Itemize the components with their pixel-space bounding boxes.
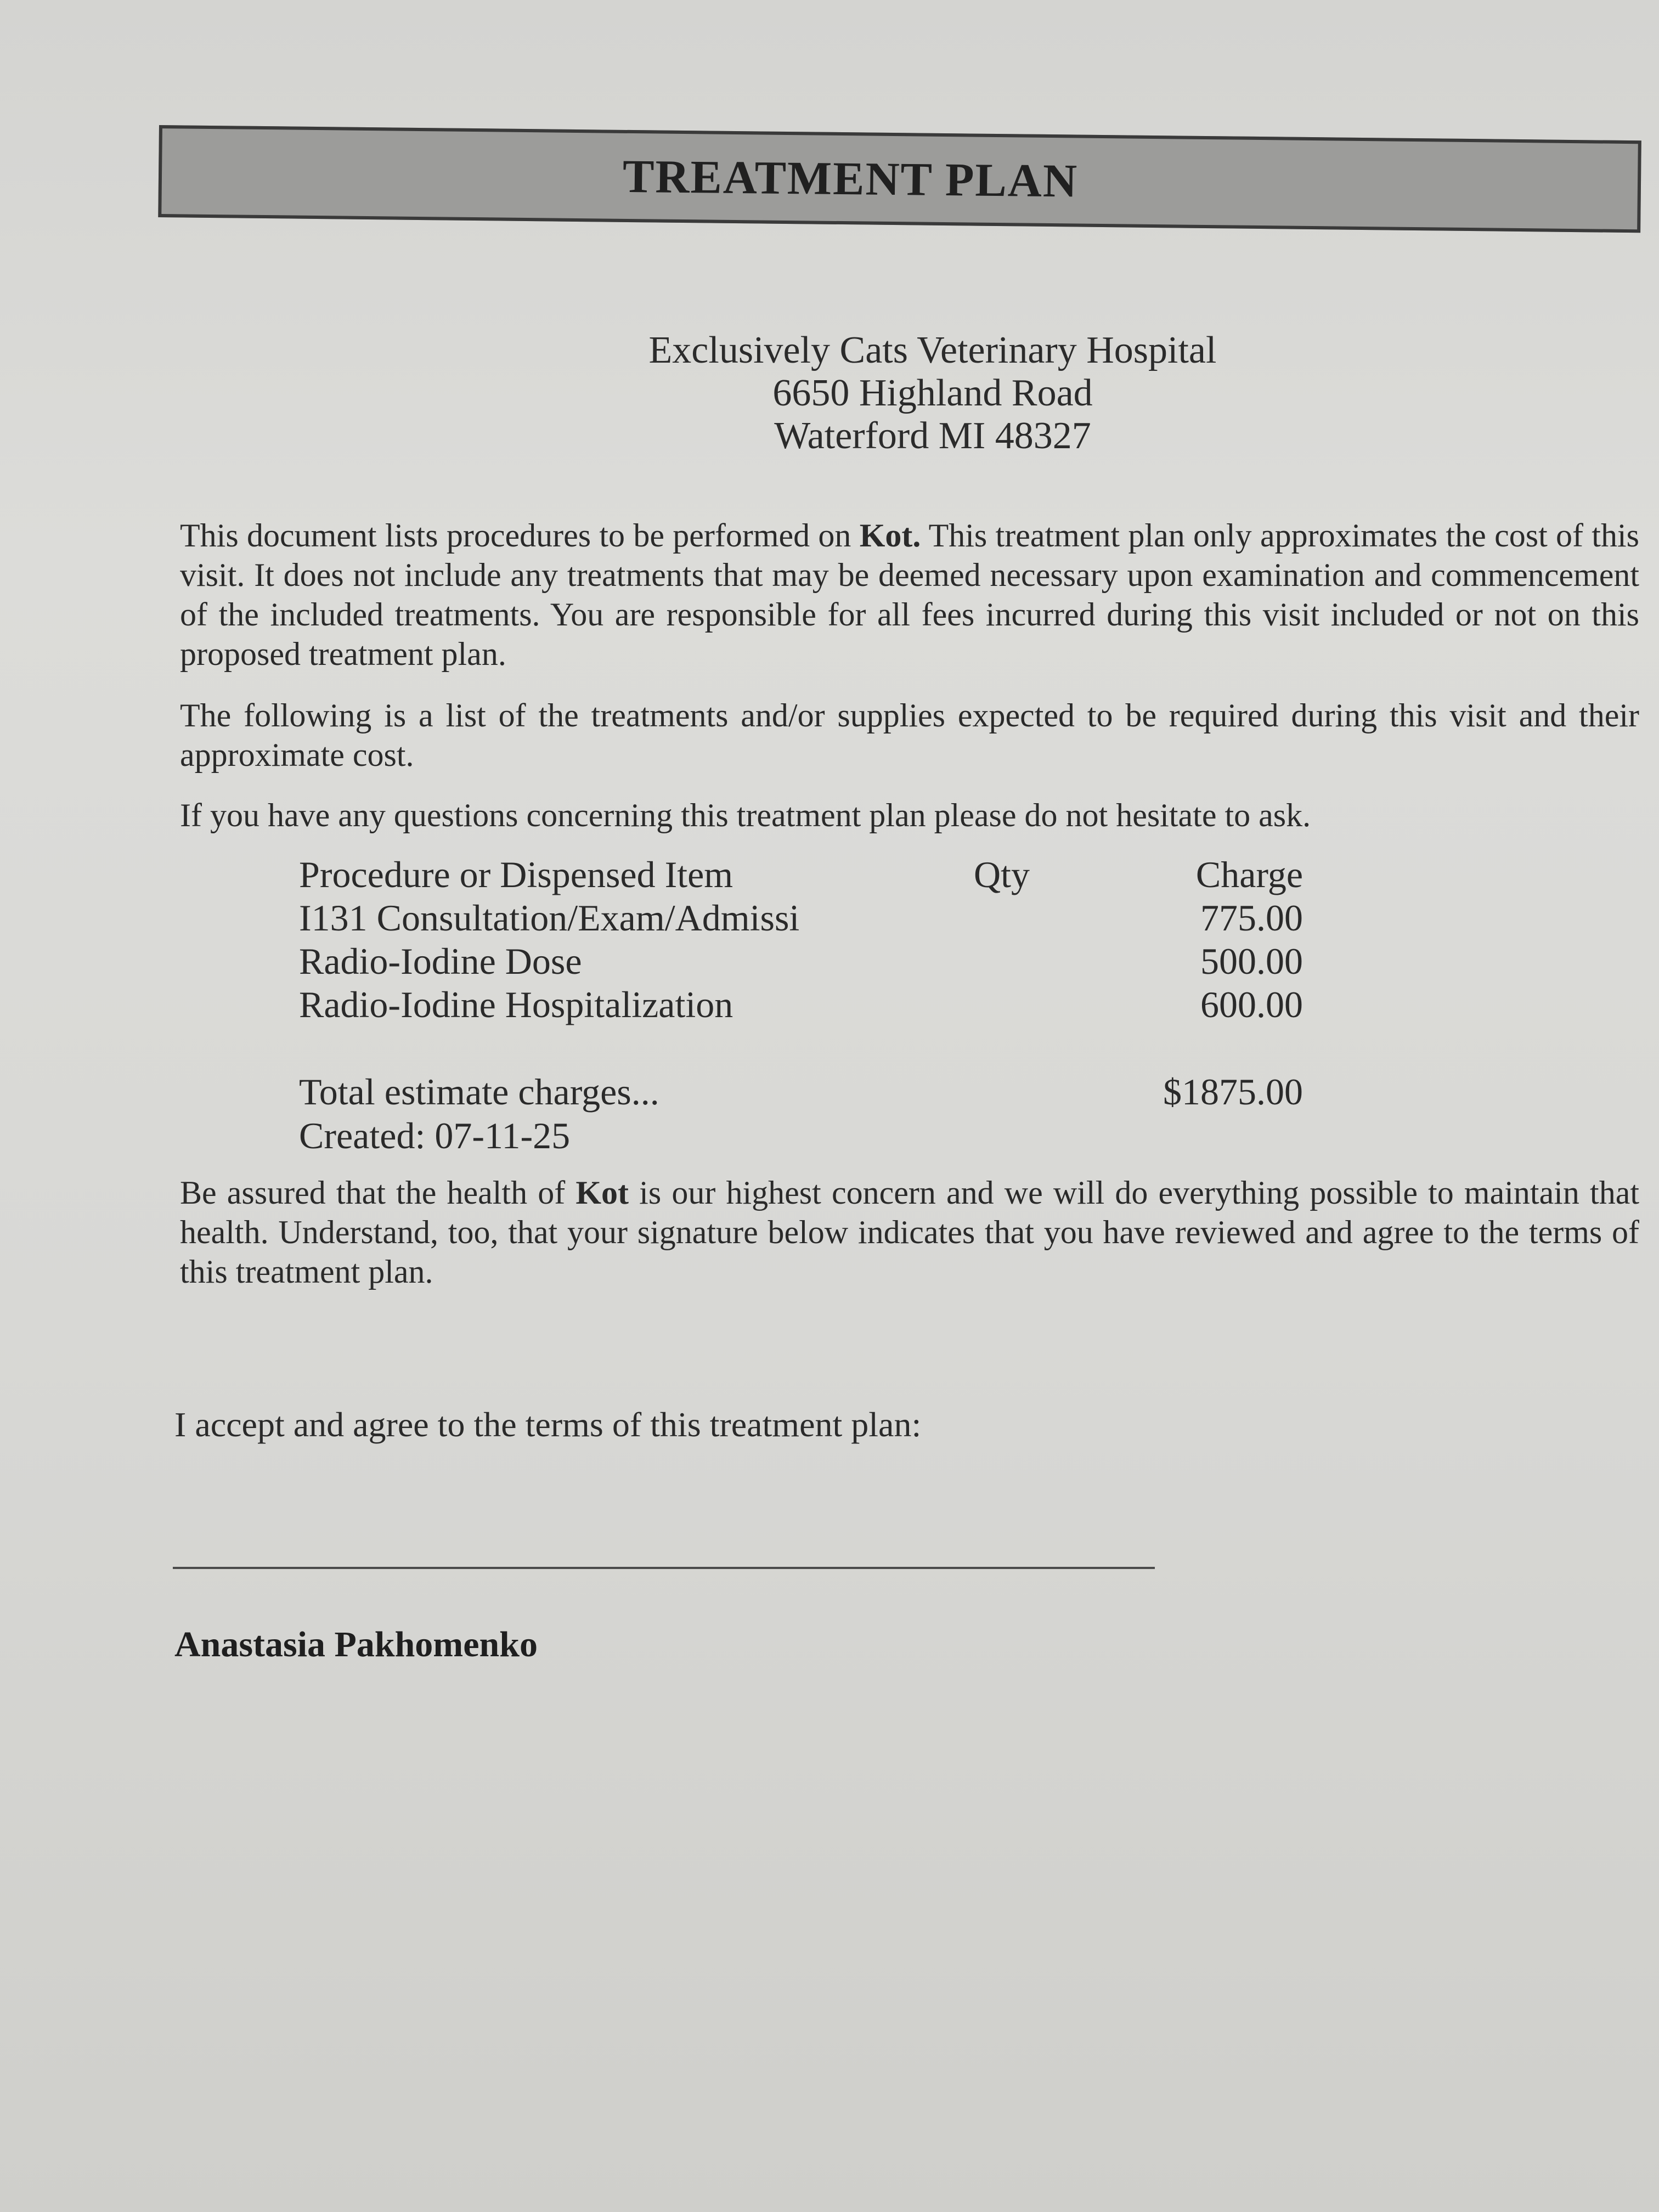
- created-row: [299, 1114, 1341, 1158]
- header-charge: Charge: [1195, 854, 1303, 895]
- row-item: Radio-Iodine Dose: [299, 940, 582, 982]
- row-item: Radio-Iodine Hospitalization: [299, 984, 733, 1025]
- created-label: Created:: [299, 1115, 426, 1156]
- charges-table: [299, 853, 1341, 1026]
- table-header-row: [299, 853, 1341, 896]
- clinic-name: Exclusively Cats Veterinary Hospital: [648, 329, 1217, 371]
- totals-block: [299, 1070, 1341, 1158]
- table-row: [299, 940, 1341, 983]
- row-charge: 600.00: [1200, 984, 1303, 1025]
- clinic-header: [0, 329, 1659, 458]
- row-charge: 775.00: [1200, 897, 1303, 939]
- clinic-street: 6650 Highland Road: [772, 372, 1093, 414]
- total-label: Total estimate charges...: [299, 1071, 659, 1113]
- patient-name: Kot.: [859, 517, 921, 554]
- closing-text-start: Be assured that the health of: [180, 1175, 576, 1211]
- row-qty: [974, 896, 1116, 940]
- table-row: [299, 896, 1341, 940]
- title-banner: [158, 125, 1641, 233]
- table-row: [299, 983, 1341, 1026]
- questions-paragraph: If you have any questions concerning this treatment plan please do not hesitate to ask.: [180, 797, 1311, 833]
- list-intro-paragraph: The following is a list of the treatments and/or supplies expected to be required during this visit and their approximate cost.: [180, 697, 1639, 773]
- row-qty: [974, 940, 1116, 983]
- created-date: 07-11-25: [435, 1115, 571, 1156]
- closing-patient-name: Kot: [575, 1175, 629, 1211]
- signature-line: [173, 1567, 1155, 1569]
- intro-text-end: This treatment plan only approximates the cost of this visit. It does not include any treatments that may be deemed necessary upon examination and commencement of the included treatments. You are responsible for all fees incurred during this visit included or not on this proposed treatment plan.: [180, 517, 1639, 672]
- clinic-city: Waterford MI 48327: [774, 415, 1091, 457]
- intro-paragraph: [180, 516, 1639, 674]
- header-qty: Qty: [974, 854, 1030, 895]
- row-item: I131 Consultation/Exam/Admissi: [299, 897, 800, 939]
- closing-paragraph: [180, 1173, 1639, 1291]
- header-item: Procedure or Dispensed Item: [299, 854, 733, 895]
- intro-text-start: This document lists procedures to be performed on: [180, 517, 860, 554]
- row-charge: 500.00: [1200, 940, 1303, 982]
- total-value: $1875.00: [1163, 1071, 1303, 1113]
- document-title: TREATMENT PLAN: [622, 149, 1079, 207]
- acceptance-statement: I accept and agree to the terms of this treatment plan:: [174, 1405, 922, 1444]
- closing-text-end: is our highest concern and we will do everything possible to maintain that health. Understand, too, that your signature below indicates that you have reviewed and agree to the terms of this treatment plan.: [180, 1175, 1639, 1290]
- total-row: [299, 1070, 1341, 1114]
- row-qty: [974, 983, 1116, 1026]
- signer-name: Anastasia Pakhomenko: [174, 1624, 538, 1664]
